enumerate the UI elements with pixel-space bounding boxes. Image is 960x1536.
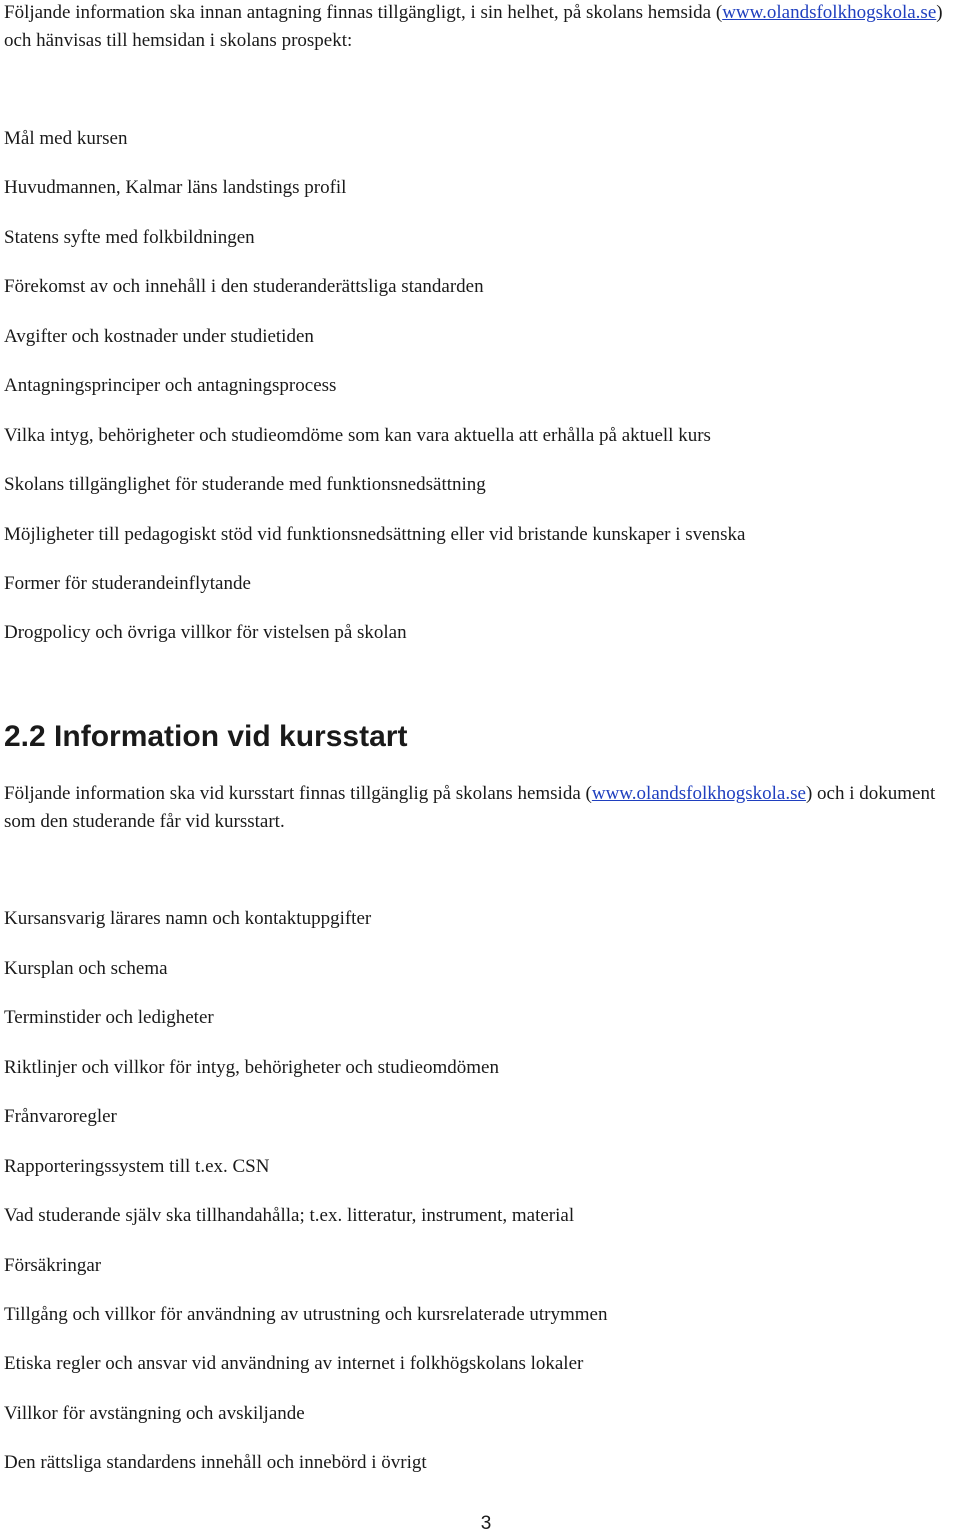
list-item-term-dates: Terminstider och ledigheter (4, 1007, 214, 1028)
intro-text-before: Följande information ska innan antagning finnas tillgängligt, i sin helhet, på skolans hemsida ( (4, 2, 723, 23)
list-item-pedagogical-support: Möjligheter till pedagogiskt stöd vid funktionsnedsättning eller vid bristande kunskaper i svenska (4, 524, 746, 545)
intro-text-after: ) och hänvisas till hemsidan i skolans prospekt: (4, 2, 943, 51)
section-text-before: Följande information ska vid kursstart finnas tillgänglig på skolans hemsida ( (4, 783, 592, 804)
list-item-student-standard: Förekomst av och innehåll i den studeranderättsliga standarden (4, 276, 484, 297)
list-item-accessibility: Skolans tillgänglighet för studerande med funktionsnedsättning (4, 474, 486, 495)
section-heading: 2.2 Information vid kursstart (4, 720, 408, 753)
list-item-equipment: Tillgång och villkor för användning av utrustning och kursrelaterade utrymmen (4, 1304, 608, 1325)
intro-website-link[interactable]: www.olandsfolkhogskola.se (722, 2, 937, 23)
list-item-teacher-contact: Kursansvarig lärares namn och kontaktuppgifter (4, 908, 372, 929)
section-paragraph (4, 780, 959, 836)
list-item-fees: Avgifter och kostnader under studietiden (4, 326, 314, 347)
section-text-after: ) och i dokument som den studerande får vid kursstart. (4, 783, 936, 832)
list-item-ethics: Etiska regler och ansvar vid användning av internet i folkhögskolans lokaler (4, 1353, 584, 1374)
list-item-admission: Antagningsprinciper och antagningsprocess (4, 375, 337, 396)
section-website-link[interactable]: www.olandsfolkhogskola.se (591, 783, 806, 804)
intro-paragraph (4, 0, 959, 55)
list-item-principal-profile: Huvudmannen, Kalmar läns landstings profil (4, 177, 347, 198)
list-item-insurance: Försäkringar (4, 1255, 102, 1276)
list-item-student-influence: Former för studerandeinflytande (4, 573, 251, 594)
list-item-state-purpose: Statens syfte med folkbildningen (4, 227, 255, 248)
list-item-certificates: Vilka intyg, behörigheter och studieomdöme som kan vara aktuella att erhålla på aktuell kurs (4, 425, 711, 446)
list-item-suspension: Villkor för avstängning och avskiljande (4, 1403, 305, 1424)
list-item-student-supplies: Vad studerande själv ska tillhandahålla; t.ex. litteratur, instrument, material (4, 1205, 575, 1226)
page-number: 3 (480, 1513, 492, 1534)
list-item-syllabus: Kursplan och schema (4, 958, 168, 979)
list-item-guidelines: Riktlinjer och villkor för intyg, behörigheter och studieomdömen (4, 1057, 499, 1078)
list-item-course-goals: Mål med kursen (4, 128, 128, 149)
list-item-legal-standard: Den rättsliga standardens innehåll och innebörd i övrigt (4, 1452, 427, 1473)
list-item-reporting: Rapporteringssystem till t.ex. CSN (4, 1156, 270, 1177)
list-item-drug-policy: Drogpolicy och övriga villkor för vistelsen på skolan (4, 622, 407, 643)
list-item-absence-rules: Frånvaroregler (4, 1106, 117, 1127)
